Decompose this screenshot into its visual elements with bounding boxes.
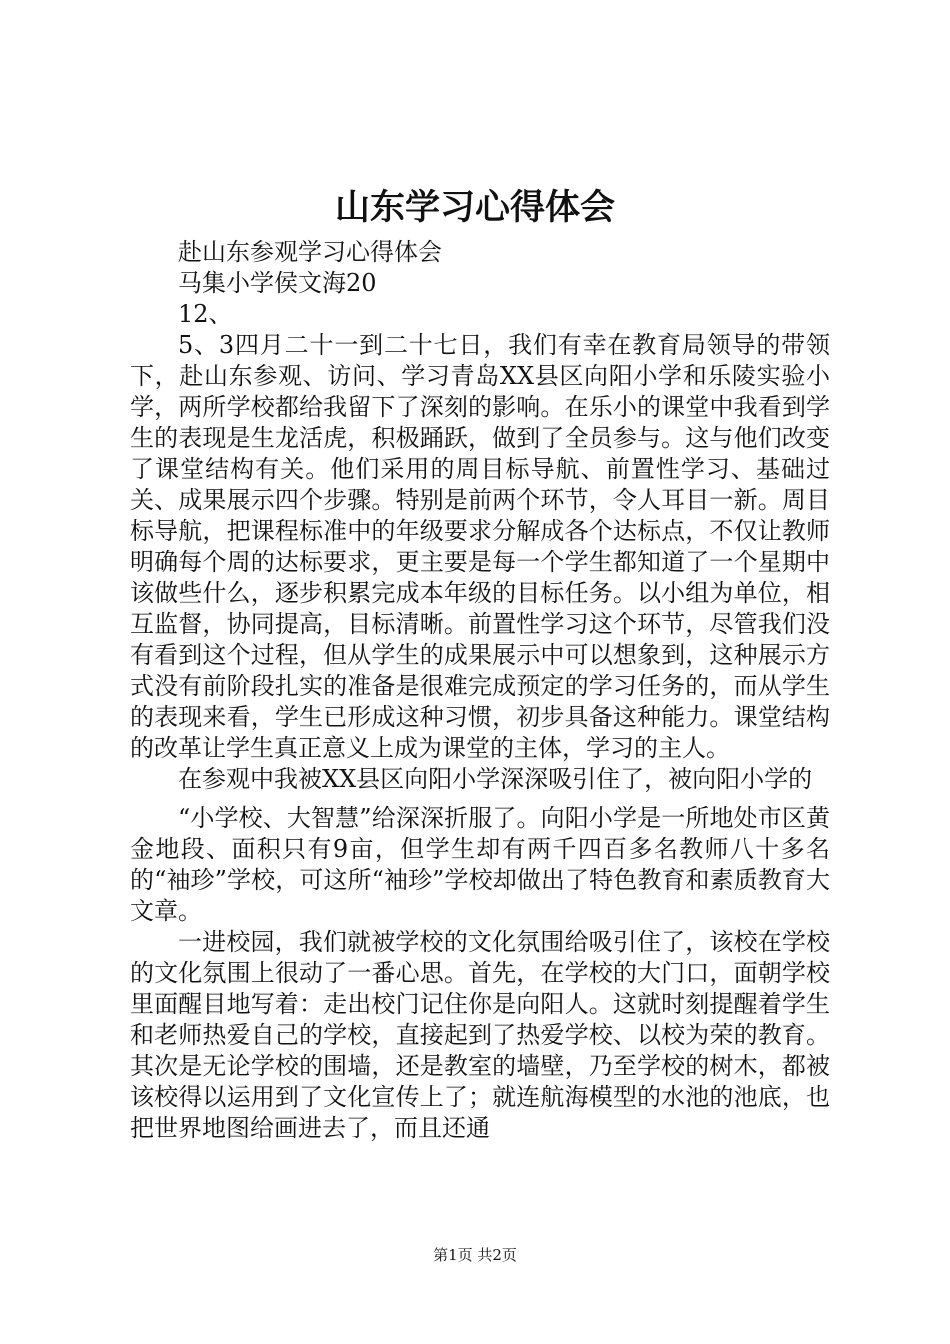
page-footer: 第1页 共2页 [433, 1246, 517, 1264]
paragraph-date-part: 12、 [178, 300, 233, 328]
paragraph-campus-culture: 一进校园，我们就被学校的文化氛围给吸引住了，该校在学校的文化氛围上很动了一番心思。首先，在学校的大门口，面朝学校里面醒目地写着：走出校门记住你是向阳人。这就时刻提醒着学生和老师热爱自己的学校，直接起到了热爱学校、以校为荣的教育。其次是无论学校的围墙，还是教室的墙壁，乃至学校的树木，都被该校得以运用到了文化宣传上了；就连航海模型的水池的池底，也把世界地图给画进去了，而且还通 [130, 928, 830, 1142]
paragraph-xiangyang-intro: 在参观中我被XX县区向阳小学深深吸引住了，被向阳小学的 [178, 765, 813, 793]
document-body [130, 237, 830, 1144]
paragraph-subtitle: 赴山东参观学习心得体会 [178, 238, 442, 266]
paragraph-author: 马集小学侯文海20 [178, 269, 377, 297]
paragraph-xiangyang-school: “小学校、大智慧”给深深折服了。向阳小学是一所地处市区黄金地段、面积只有9亩，但学生却有两千四百多名教师八十多名的“袖珍”学校，可这所“袖珍”学校却做出了特色教育和素质教育大文章。 [130, 804, 830, 925]
paragraph-visit-summary: 5、3四月二十一到二十七日，我们有幸在教育局领导的带领下，赴山东参观、访问、学习青岛XX县区向阳小学和乐陵实验小学，两所学校都给我留下了深刻的影响。在乐小的课堂中我看到学生的表现是生龙活虎，积极踊跃，做到了全员参与。这与他们改变了课堂结构有关。他们采用的周目标导航、前置性学习、基础过关、成果展示四个步骤。特别是前两个环节，令人耳目一新。周目标导航，把课程标准中的年级要求分解成各个达标点，不仅让教师明确每个周的达标要求，更主要是每一个学生都知道了一个星期中该做些什么，逐步积累完成本年级的目标任务。以小组为单位，相互监督，协同提高，目标清晰。前置性学习这个环节，尽管我们没有看到这个过程，但从学生的成果展示中可以想象到，这种展示方式没有前阶段扎实的准备是很难完成预定的学习任务的，而从学生的表现来看，学生已形成这种习惯，初步具备这种能力。课堂结构的改革让学生真正意义上成为课堂的主体，学习的主人。 [130, 331, 830, 762]
document-title: 山东学习心得体会 [334, 187, 615, 228]
